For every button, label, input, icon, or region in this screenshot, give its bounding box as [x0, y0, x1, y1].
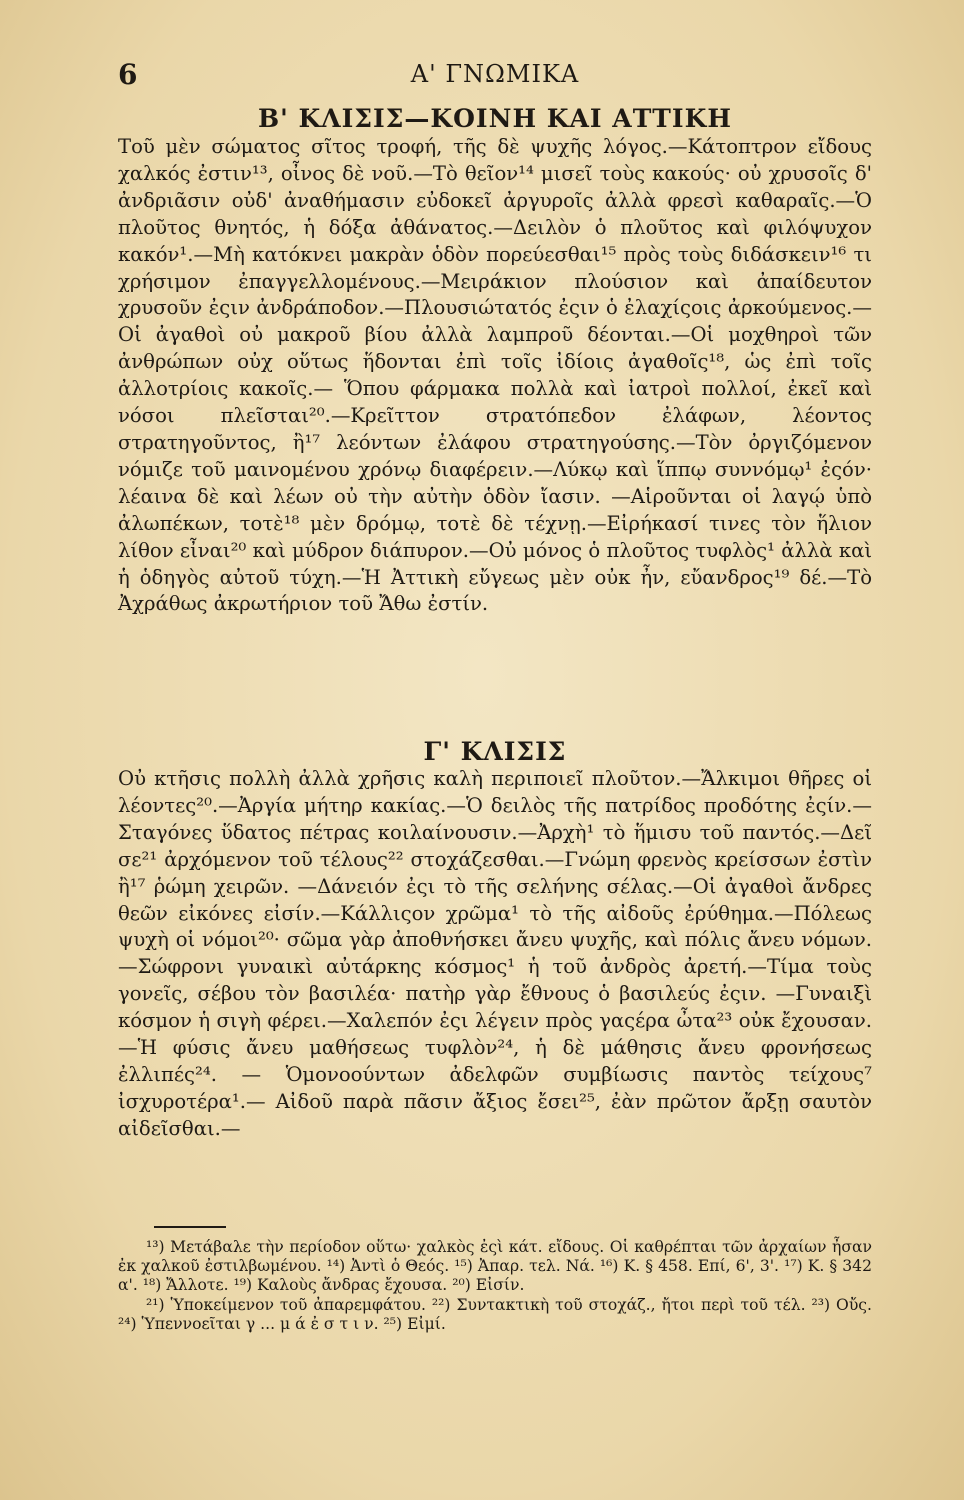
section-title-b: Β' ΚΛΙΣΙΣ—ΚΟΙΝΗ ΚΑΙ ΑΤΤΙΚΗ: [258, 104, 732, 133]
section-g-text: Οὐ κτῆσις πολλὴ ἀλλὰ χρῆσις καλὴ περιποιεῖ πλοῦτον.—Ἄλκιμοι θῆρες οἱ λέοντες²⁰.—Ἀργία μήτηρ κακίας.—Ὁ δειλὸς τῆς πατρίδος προδότης ἐςίν.—Σταγόνες ὕδατος πέτρας κοιλαίνουσιν.—Ἀρχὴ¹ τὸ ἥμισυ τοῦ παντός.—Δεῖ σε²¹ ἀρχόμενον τοῦ τέλους²² στοχάζεσθαι.—Γνώμη φρενὸς κρείσσων ἐστὶν ἢ¹⁷ ῥώμη χειρῶν. —Δάνειόν ἐςι τὸ τῆς σελήνης σέλας.—Οἱ ἀγαθοὶ ἄνδρες θεῶν εἰκόνες εἰσίν.—Κάλλιςον χρῶμα¹ τὸ τῆς αἰδοῦς ἐρύθημα.—Πόλεως ψυχὴ οἱ νόμοι²⁰· σῶμα γὰρ ἀποθνήσκει ἄνευ ψυχῆς, καὶ πόλις ἄνευ νόμων.—Σώφρονι γυναικὶ αὐτάρκης κόσμος¹ ἡ τοῦ ἀνδρὸς ἀρετή.—Τίμα τοὺς γονεῖς, σέβου τὸν βασιλέα· πατὴρ γὰρ ἔθνους ὁ βασιλεύς ἐςιν. —Γυναιξὶ κόσμον ἡ σιγὴ φέρει.—Χαλεπόν ἐςι λέγειν πρὸς γαςέρα ὦτα²³ οὐκ ἔχουσαν.—Ἡ φύσις ἄνευ μαθήσεως τυφλὸν²⁴, ἡ δὲ μάθησις ἄνευ φρονήσεως ἐλλιπές²⁴. — Ὁμονοούντων ἀδελφῶν συμβίωσις παντὸς τείχους⁷ ἰσχυροτέρα¹.— Αἰδοῦ παρὰ πᾶσιν ἄξιος ἔσει²⁵, ἐὰν πρῶτον ἄρξῃ σαυτὸν αἰδεῖσθαι.—: [118, 767, 872, 1140]
page-header: [118, 58, 872, 98]
footnote-rule: [154, 1226, 226, 1228]
section-b-text: Τοῦ μὲν σώματος σῖτος τροφή, τῆς δὲ ψυχῆς λόγος.—Κάτοπτρον εἴδους χαλκός ἐστιν¹³, οἶνος δὲ νοῦ.—Τὸ θεῖον¹⁴ μισεῖ τοὺς κακούς· οὐ χρυσοῖς δ' ἀνδριᾶσιν οὐδ' ἀναθήμασιν εὐδοκεῖ ἀργυροῖς ἀλλὰ φρεσὶ καθαραῖς.—Ὁ πλοῦτος θνητός, ἡ δόξα ἀθάνατος.—Δειλὸν ὁ πλοῦτος καὶ φιλόψυχον κακόν¹.—Μὴ κατόκνει μακρὰν ὁδὸν πορεύεσθαι¹⁵ πρὸς τοὺς διδάσκειν¹⁶ τι χρήσιμον ἐπαγγελλομένους.—Μειράκιον πλούσιον καὶ ἀπαίδευτον χρυσοῦν ἐςιν ἀνδράποδον.—Πλουσιώτατός ἐςιν ὁ ἐλαχίςοις ἀρκούμενος.—Οἱ ἀγαθοὶ οὐ μακροῦ βίου ἀλλὰ λαμπροῦ δέονται.—Οἱ μοχθηροὶ τῶν ἀνθρώπων οὐχ οὕτως ἥδονται ἐπὶ τοῖς ἰδίοις ἀγαθοῖς¹⁸, ὡς ἐπὶ τοῖς ἀλλοτρίοις κακοῖς.— Ὅπου φάρμακα πολλὰ καὶ ἰατροὶ πολλοί, ἐκεῖ καὶ νόσοι πλεῖσται²⁰.—Κρεῖττον στρατόπεδον ἐλάφων, λέοντος στρατηγοῦντος, ἢ¹⁷ λεόντων ἐλάφου στρατηγούσης.—Τὸν ὀργιζόμενον νόμιζε τοῦ μαινομένου χρόνῳ διαφέρειν.—Λύκῳ καὶ ἵππῳ συννόμῳ¹ ἐςόν· λέαινα δὲ καὶ λέων οὐ τὴν αὐτὴν ὁδὸν ἴασιν. —Αἱροῦνται οἱ λαγῴ ὑπὸ ἀλωπέκων, τοτὲ¹⁸ μὲν δρόμῳ, τοτὲ δὲ τέχνῃ.—Εἰρήκασί τινες τὸν ἥλιον λίθον εἶναι²⁰ καὶ μύδρον διάπυρον.—Οὐ μόνος ὁ πλοῦτος τυφλὸς¹ ἀλλὰ καὶ ἡ ὁδηγὸς αὐτοῦ τύχη.—Ἡ Ἀττικὴ εὔγεως μὲν οὐκ ἦν, εὔανδρος¹⁹ δέ.—Τὸ Ἀχράθως ἀκρωτήριον τοῦ Ἄθω ἐστίν.: [118, 135, 872, 616]
footnote-block: ¹³) Μετάβαλε τὴν περίοδον οὕτω· χαλκὸς ἐςὶ κάτ. εἴδους. Οἱ καθρέπται τῶν ἀρχαίων ἦσαν ἐκ χαλκοῦ ἐστιλβωμένου. ¹⁴) Ἀντὶ ὁ Θεός. ¹⁵) Ἀπαρ. τελ. Νά. ¹⁶) Κ. § 458. Επί, 6', 3'. ¹⁷) Κ. § 342 α'. ¹⁸) Ἄλλοτε. ¹⁹) Καλοὺς ἄνδρας ἔχουσα. ²⁰) Εἰσίν.: [118, 1238, 872, 1295]
page-number: 6: [118, 58, 138, 91]
section-title-g: Γ' ΚΛΙΣΙΣ: [423, 737, 567, 766]
footnote-block: ²¹) Ὑποκείμενον τοῦ ἀπαρεμφάτου. ²²) Συντακτικὴ τοῦ στοχάζ., ἤτοι περὶ τοῦ τέλ. ²³) Οὔς. ²⁴) Ὑπεννοεῖται γ ... μ ά ἐ σ τ ι ν. ²⁵) Εἰμί.: [118, 1295, 872, 1333]
footnotes: [118, 1238, 872, 1334]
running-head: Α' ΓΝΩΜΙΚΑ: [410, 60, 580, 88]
